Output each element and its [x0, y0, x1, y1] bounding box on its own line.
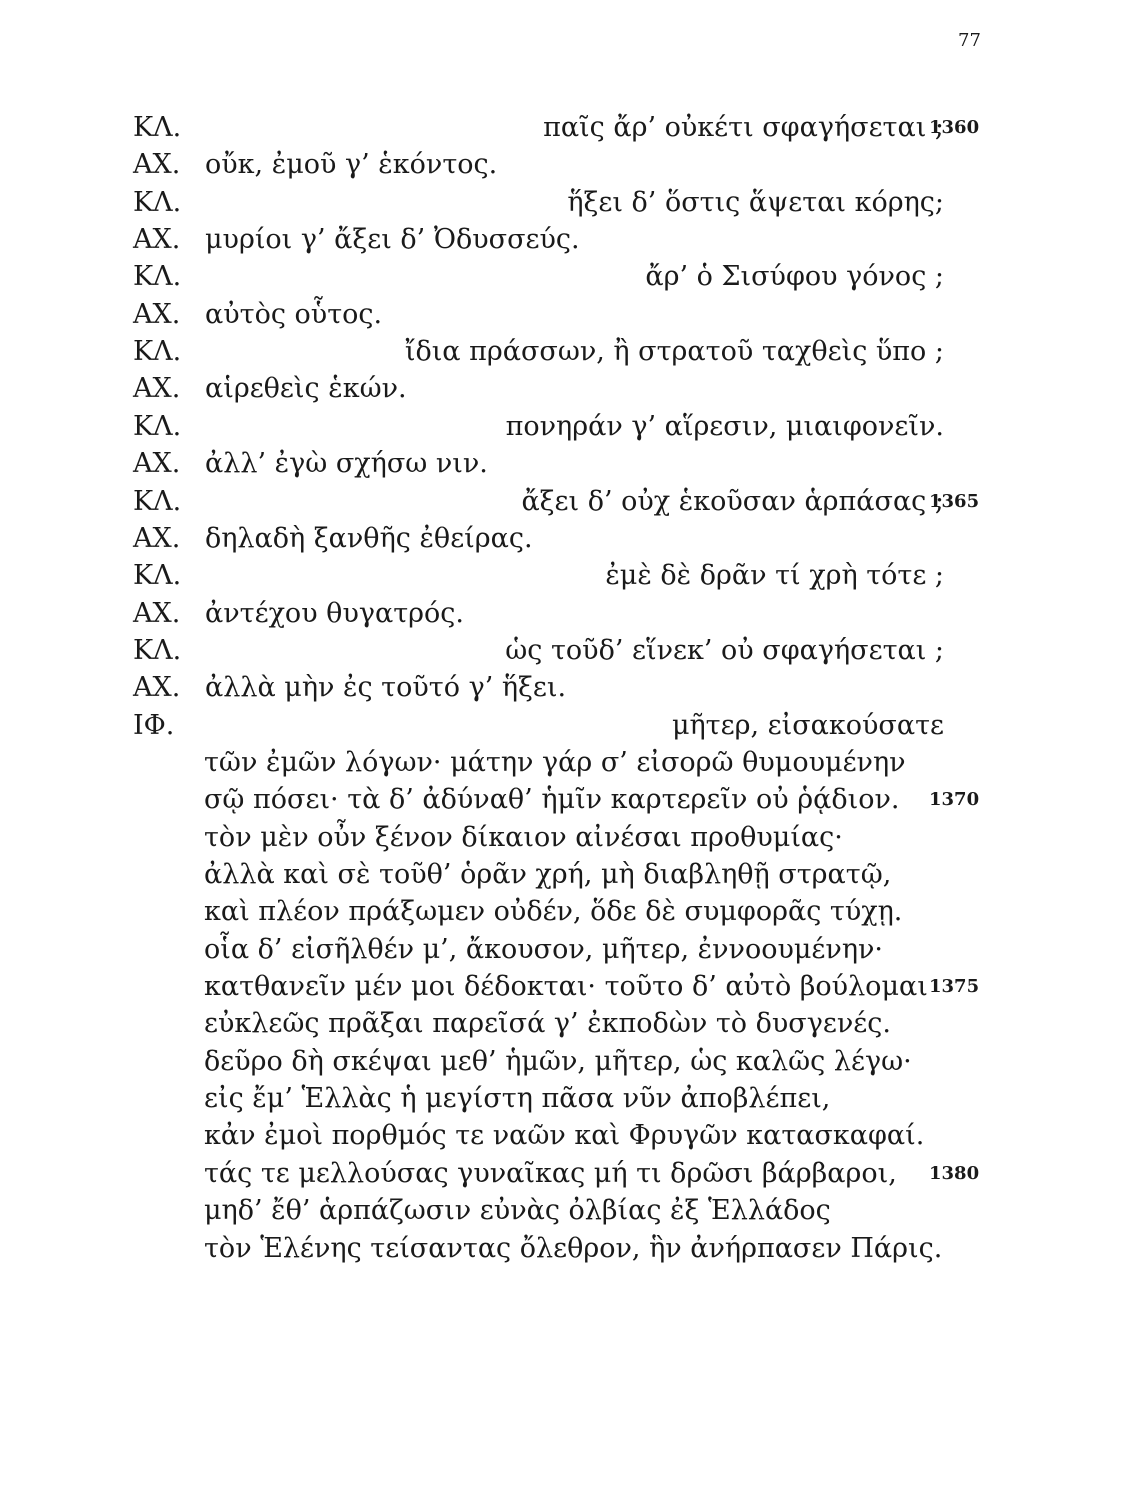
- verse-line: [0, 780, 1144, 820]
- verse-text: ἴδια πράσσων, ἢ στρατοῦ ταχθεὶς ὕπο ;: [404, 336, 944, 367]
- verse-text: μυρίοι γ’ ἄξει δ’ Ὀδυσσεύς.: [205, 224, 580, 255]
- line-number: 1380: [929, 1163, 980, 1184]
- speaker-label: ΑΧ.: [133, 149, 181, 180]
- verse-text: εἰς ἔμ’ Ἑλλὰς ἡ μεγίστη πᾶσα νῦν ἀποβλέπει,: [204, 1083, 831, 1114]
- verse-text: μηδ’ ἔθ’ ἁρπάζωσιν εὐνὰς ὀλβίας ἐξ Ἑλλάδος: [204, 1195, 831, 1226]
- verse-text: ἄρ’ ὁ Σισύφου γόνος ;: [645, 261, 944, 292]
- speaker-label: ΚΛ.: [133, 336, 182, 367]
- verse-text: αὐτὸς οὗτος.: [205, 299, 383, 330]
- speaker-label: ΚΛ.: [133, 411, 182, 442]
- verse-text: ἀντέχου θυγατρός.: [205, 598, 464, 629]
- speaker-label: ΙΦ.: [133, 710, 175, 741]
- verse-text: αἱρεθεὶς ἑκών.: [205, 373, 407, 404]
- verse-line: [0, 743, 1144, 783]
- verse-text: μῆτερ, εἰσακούσατε: [671, 710, 944, 741]
- speaker-label: ΑΧ.: [133, 299, 181, 330]
- verse-line: [0, 1042, 1144, 1082]
- verse-line: [0, 594, 1144, 634]
- verse-text: παῖς ἄρ’ οὐκέτι σφαγήσεται ;: [543, 112, 944, 143]
- speaker-label: ΑΧ.: [133, 523, 181, 554]
- verse-text: κἀν ἐμοὶ πορθμός τε ναῶν καὶ Φρυγῶν κατασκαφαί.: [204, 1120, 925, 1151]
- verse-text: τὸν μὲν οὖν ξένον δίκαιον αἰνέσαι προθυμίας·: [204, 822, 843, 853]
- verse-text: δηλαδὴ ξανθῆς ἐθείρας.: [205, 523, 533, 554]
- speaker-label: ΑΧ.: [133, 598, 181, 629]
- verse-text: καὶ πλέον πράξωμεν οὐδέν, ὅδε δὲ συμφορᾶς τύχῃ.: [204, 896, 903, 927]
- verse-line: [0, 967, 1144, 1007]
- verse-line: [0, 1229, 1144, 1269]
- verse-line: [0, 407, 1144, 447]
- verse-text: οἷα δ’ εἰσῆλθέν μ’, ἄκουσον, μῆτερ, ἐννοουμένην·: [204, 934, 883, 965]
- verse-text: τάς τε μελλούσας γυναῖκας μή τι δρῶσι βάρβαροι,: [204, 1158, 897, 1189]
- speaker-label: ΑΧ.: [133, 672, 181, 703]
- verse-line: [0, 519, 1144, 559]
- speaker-label: ΑΧ.: [133, 448, 181, 479]
- speaker-label: ΚΛ.: [133, 486, 182, 517]
- verse-line: [0, 295, 1144, 335]
- verse-line: [0, 706, 1144, 746]
- verse-line: [0, 1004, 1144, 1044]
- line-number: 1370: [929, 789, 980, 810]
- speaker-label: ΚΛ.: [133, 560, 182, 591]
- verse-text: ὡς τοῦδ’ εἵνεκ’ οὐ σφαγήσεται ;: [505, 635, 944, 666]
- verse-text: κατθανεῖν μέν μοι δέδοκται· τοῦτο δ’ αὐτὸ βούλομαι: [204, 971, 928, 1002]
- verse-line: [0, 668, 1144, 708]
- line-number: 1360: [929, 117, 980, 138]
- verse-text: δεῦρο δὴ σκέψαι μεθ’ ἡμῶν, μῆτερ, ὡς καλῶς λέγω·: [204, 1046, 912, 1077]
- verse-text: ἥξει δ’ ὅστις ἅψεται κόρης;: [567, 187, 944, 218]
- verse-text: ἀλλ’ ἐγὼ σχήσω νιν.: [205, 448, 488, 479]
- speaker-label: ΑΧ.: [133, 373, 181, 404]
- line-number: 1375: [929, 976, 980, 997]
- verse-line: [0, 257, 1144, 297]
- verse-line: [0, 183, 1144, 223]
- verse-text: ἄξει δ’ οὐχ ἑκοῦσαν ἁρπάσας ;: [521, 486, 944, 517]
- speaker-label: ΚΛ.: [133, 635, 182, 666]
- verse-line: [0, 108, 1144, 148]
- verse-text: οὔκ, ἐμοῦ γ’ ἑκόντος.: [205, 149, 498, 180]
- speaker-label: ΑΧ.: [133, 224, 181, 255]
- verse-text: ἐμὲ δὲ δρᾶν τί χρὴ τότε ;: [605, 560, 944, 591]
- verse-text: σῷ πόσει· τὰ δ’ ἀδύναθ’ ἡμῖν καρτερεῖν οὐ ῥᾴδιον.: [204, 784, 900, 815]
- page-number: 77: [958, 30, 981, 51]
- verse-text: πονηράν γ’ αἵρεσιν, μιαιφονεῖν.: [505, 411, 944, 442]
- speaker-label: ΚΛ.: [133, 187, 182, 218]
- line-number: 1365: [929, 491, 980, 512]
- verse-line: [0, 930, 1144, 970]
- verse-line: [0, 369, 1144, 409]
- verse-line: [0, 855, 1144, 895]
- verse-line: [0, 631, 1144, 671]
- verse-line: [0, 145, 1144, 185]
- verse-line: [0, 482, 1144, 522]
- verse-line: [0, 444, 1144, 484]
- verse-line: [0, 220, 1144, 260]
- verse-line: [0, 556, 1144, 596]
- verse-line: [0, 818, 1144, 858]
- verse-line: [0, 332, 1144, 372]
- verse-line: [0, 1154, 1144, 1194]
- verse-text: τὸν Ἑλένης τείσαντας ὄλεθρον, ἣν ἀνήρπασεν Πάρις.: [204, 1233, 943, 1264]
- verse-line: [0, 1191, 1144, 1231]
- speaker-label: ΚΛ.: [133, 261, 182, 292]
- speaker-label: ΚΛ.: [133, 112, 182, 143]
- verse-text: τῶν ἐμῶν λόγων· μάτην γάρ σ’ εἰσορῶ θυμουμένην: [204, 747, 906, 778]
- verse-line: [0, 892, 1144, 932]
- verse-line: [0, 1116, 1144, 1156]
- verse-line: [0, 1079, 1144, 1119]
- verse-text: ἀλλὰ μὴν ἐς τοῦτό γ’ ἥξει.: [205, 672, 567, 703]
- verse-text: εὐκλεῶς πρᾶξαι παρεῖσά γ’ ἐκποδὼν τὸ δυσγενές.: [204, 1008, 891, 1039]
- verse-text: ἀλλὰ καὶ σὲ τοῦθ’ ὁρᾶν χρή, μὴ διαβληθῇ στρατῷ,: [204, 859, 892, 890]
